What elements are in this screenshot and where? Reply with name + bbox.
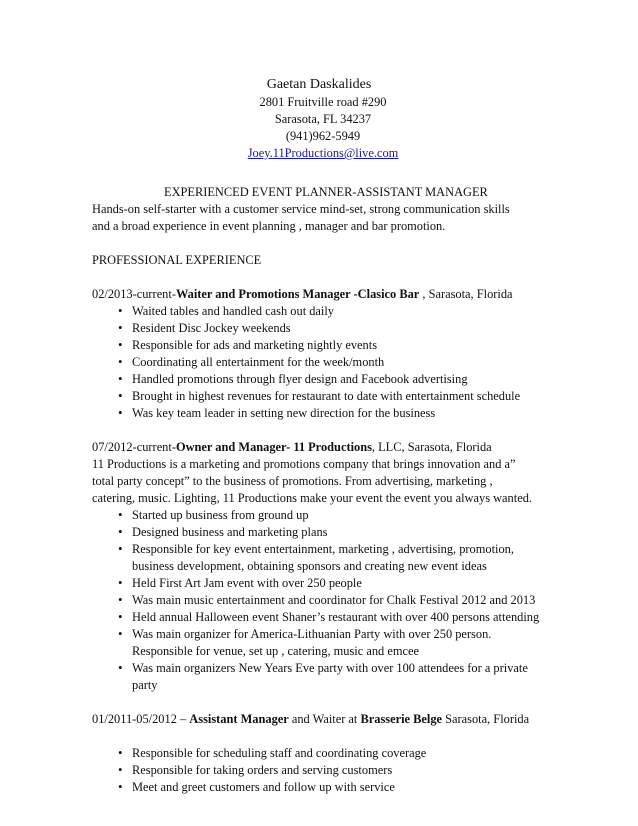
duty-item: • Responsible for taking orders and serving customers	[118, 762, 393, 777]
job-role: Waiter and Promotions Manager -Clasico Bar	[175, 287, 420, 301]
job-employer: Brasserie Belge	[360, 712, 443, 726]
duty-item: • Started up business from ground up	[118, 507, 309, 522]
section-heading-experience: PROFESSIONAL EXPERIENCE	[92, 253, 262, 267]
duty-item: • Was main music entertainment and coordinator for Chalk Festival 2012 and 2013	[118, 592, 536, 607]
bullet-icon: •	[118, 354, 123, 369]
company-description: catering, music. Lighting, 11 Productions make your event the event you always wanted.	[92, 491, 532, 505]
bullet-icon: •	[118, 388, 123, 403]
duty-item: • Resident Disc Jockey weekends	[118, 320, 291, 335]
bullet-icon: •	[118, 371, 123, 386]
address-line-2: Sarasota, FL 34237	[274, 112, 372, 126]
duty-item: • Waited tables and handled cash out daily	[118, 303, 335, 318]
resume-body	[92, 184, 552, 796]
bullet-icon: •	[118, 609, 123, 624]
bullet-icon: •	[118, 745, 123, 760]
phone-number: (941)962-5949	[285, 129, 361, 143]
duty-item: • Responsible for ads and marketing nightly events	[118, 337, 378, 352]
job-dates: 02/2013-current-	[92, 287, 176, 301]
job-duties-list	[92, 745, 552, 796]
job-role: Assistant Manager	[189, 712, 289, 726]
candidate-name: Gaetan Daskalides	[266, 77, 372, 92]
contact-header	[0, 76, 638, 162]
duty-item: • Designed business and marketing plans	[118, 524, 328, 539]
job-location: Sarasota, Florida	[442, 712, 530, 726]
company-description: 11 Productions is a marketing and promotions company that brings innovation and a”	[92, 457, 516, 471]
bullet-icon: •	[118, 575, 123, 590]
duty-item: • Responsible for key event entertainment, marketing , advertising, promotion, business development, obtaining sponsors and creating new event ideas	[118, 541, 514, 573]
job-dates: 07/2012-current-	[92, 440, 176, 454]
bullet-icon: •	[118, 337, 123, 352]
job-title-line	[92, 286, 552, 303]
bullet-icon: •	[118, 762, 123, 777]
job-duties-list	[92, 507, 552, 694]
bullet-icon: •	[118, 303, 123, 318]
duty-item: • Held annual Halloween event Shaner’s restaurant with over 400 persons attending	[118, 609, 540, 624]
job-dates: 01/2011-05/2012 –	[92, 712, 190, 726]
bullet-icon: •	[118, 660, 123, 675]
duty-item: • Meet and greet customers and follow up with service	[118, 779, 395, 794]
job-duties-list	[92, 303, 552, 422]
duty-item: • Handled promotions through flyer design and Facebook advertising	[118, 371, 468, 386]
bullet-icon: •	[118, 779, 123, 794]
duty-item: • Was main organizer for America-Lithuanian Party with over 250 person. Responsible for venue, set up , catering, music and emcee	[118, 626, 492, 658]
bullet-icon: •	[118, 507, 123, 522]
objective-line: Hands-on self-starter with a customer service mind-set, strong communication skills	[92, 202, 510, 216]
email-link[interactable]: Joey.11Productions@live.com	[247, 146, 399, 160]
duty-item: • Coordinating all entertainment for the week/month	[118, 354, 385, 369]
job-role: Owner and Manager- 11 Productions	[175, 440, 372, 454]
bullet-icon: •	[118, 592, 123, 607]
bullet-icon: •	[118, 524, 123, 539]
duty-item: • Brought in highest revenues for restaurant to date with entertainment schedule	[118, 388, 521, 403]
objective-title: EXPERIENCED EVENT PLANNER-ASSISTANT MANAGER	[164, 185, 488, 199]
job-title-line	[92, 439, 552, 456]
job-title-line: 01/2011-05/2012 – Assistant Manager and Waiter at Brasserie Belge Sarasota, Florida	[92, 712, 530, 726]
duty-item: • Was main organizers New Years Eve party with over 100 attendees for a private party	[118, 660, 528, 692]
duty-item: • Responsible for scheduling staff and coordinating coverage	[118, 745, 427, 760]
bullet-icon: •	[118, 405, 123, 420]
bullet-icon: •	[118, 320, 123, 335]
company-description: total party concept” to the business of promotions. From advertising, marketing ,	[92, 474, 493, 488]
bullet-icon: •	[118, 541, 123, 556]
job-location: , LLC, Sarasota, Florida	[371, 440, 492, 454]
duty-item: • Was key team leader in setting new direction for the business	[118, 405, 436, 420]
address-line-1: 2801 Fruitville road #290	[259, 95, 387, 109]
objective-line: and a broad experience in event planning , manager and bar promotion.	[92, 219, 446, 233]
duty-item: • Held First Art Jam event with over 250 people	[118, 575, 362, 590]
bullet-icon: •	[118, 626, 123, 641]
job-location: , Sarasota, Florida	[419, 287, 513, 301]
